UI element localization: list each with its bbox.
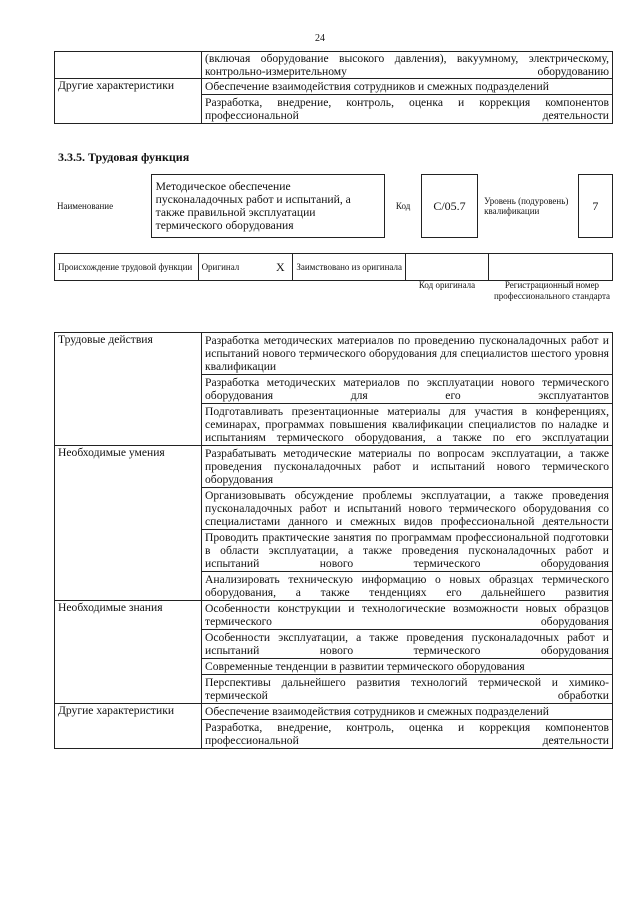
page-number: 24	[315, 33, 325, 44]
main-table	[54, 332, 613, 749]
section-heading: 3.3.5. Трудовая функция	[58, 150, 190, 164]
level-label: Уровень (подуровень) квалификации	[484, 196, 569, 216]
table-row	[55, 79, 613, 124]
row-cell	[202, 704, 613, 749]
cell-text: Обеспечение взаимодействия сотрудников и смежных подразделений	[205, 80, 549, 93]
cell-text: Анализировать техническую информацию о новых образцах термического оборудования, а также тенденциях его дальнейшего развития	[202, 571, 612, 600]
reg-number-box	[488, 254, 612, 281]
reg-caption: Регистрационный номер профессионального стандарта	[493, 280, 611, 301]
cell-text: Разрабатывать методические материалы по вопросам эксплуатации, а также проведения пусконаладочных работ и испытаний нового термического оборудования	[205, 447, 609, 486]
function-title: Методическое обеспечение пусконаладочных работ и испытаний, а также правильной эксплуатации термического оборудования	[151, 175, 385, 238]
cell-text: Перспективы дальнейшего развития технологий термической и химико-термической обработки	[202, 674, 612, 703]
row-cell	[202, 333, 613, 446]
table-row	[55, 446, 613, 601]
cell-text: Разработка, внедрение, контроль, оценка и коррекция компонентов профессиональной деятельности	[202, 719, 612, 748]
table-row	[55, 704, 613, 749]
row-label	[55, 52, 202, 79]
origin-table	[54, 253, 613, 281]
cell-text: Организовывать обсуждение проблемы эксплуатации, а также проведения пусконаладочных работ и испытаний нового термического оборудования со специалистами данного и смежных видов профессиональной деятельности	[202, 487, 612, 529]
row-cell	[202, 52, 613, 79]
table-row	[55, 601, 613, 704]
cell-text: Подготавливать презентационные материалы для участия в конференциях, семинарах, программах повышения квалификации специалистов по наладке и испытаниям термического оборудования, а также по его эксплуатации	[202, 403, 612, 445]
cell-text: Современные тенденции в развитии термического оборудования	[202, 658, 612, 674]
row-label: Трудовые действия	[55, 333, 202, 446]
cell-text: Обеспечение взаимодействия сотрудников и смежных подразделений	[205, 705, 549, 718]
cell-text: Разработка методических материалов по эксплуатации нового термического оборудования для его эксплуатантов	[202, 374, 612, 403]
cell-text: (включая оборудование высокого давления), вакуумному, электрическому, контрольно-измерительному оборудованию	[205, 52, 609, 78]
original-code-box	[406, 254, 489, 281]
code-label: Код	[395, 201, 411, 211]
qualification-level: 7	[578, 175, 612, 238]
function-code: C/05.7	[421, 175, 477, 238]
cell-text: Особенности конструкции и технологические возможности новых образцов термического оборудования	[205, 602, 609, 628]
cell-text: Особенности эксплуатации, а также проведения пусконаладочных работ и испытаний нового термического оборудования	[202, 629, 612, 658]
row-cell	[202, 79, 613, 124]
row-label: Необходимые умения	[55, 446, 202, 601]
table-row	[55, 52, 613, 79]
function-header	[54, 174, 613, 238]
row-cell	[202, 446, 613, 601]
row-cell	[202, 601, 613, 704]
row-label: Другие характеристики	[55, 79, 202, 124]
continuation-table	[54, 51, 613, 124]
cell-text: Проводить практические занятия по программам профессиональной подготовки в области эксплуатации, а также проведения пусконаладочных работ и испытаний нового термического оборудования	[202, 529, 612, 571]
original-mark: X	[268, 254, 292, 281]
code-caption: Код оригинала	[418, 280, 476, 290]
original-label: Оригинал	[198, 254, 268, 281]
borrowed-label: Заимствовано из оригинала	[293, 254, 406, 281]
table-row	[55, 333, 613, 446]
row-label: Необходимые знания	[55, 601, 202, 704]
name-label: Наименование	[57, 201, 114, 211]
origin-label: Происхождение трудовой функции	[55, 254, 199, 281]
cell-text: Разработка, внедрение, контроль, оценка и коррекция компонентов профессиональной деятельности	[202, 94, 612, 123]
cell-text: Разработка методических материалов по проведению пусконаладочных работ и испытаний нового термического оборудования для специалистов шестого уровня квалификации	[205, 334, 609, 373]
row-label: Другие характеристики	[55, 704, 202, 749]
